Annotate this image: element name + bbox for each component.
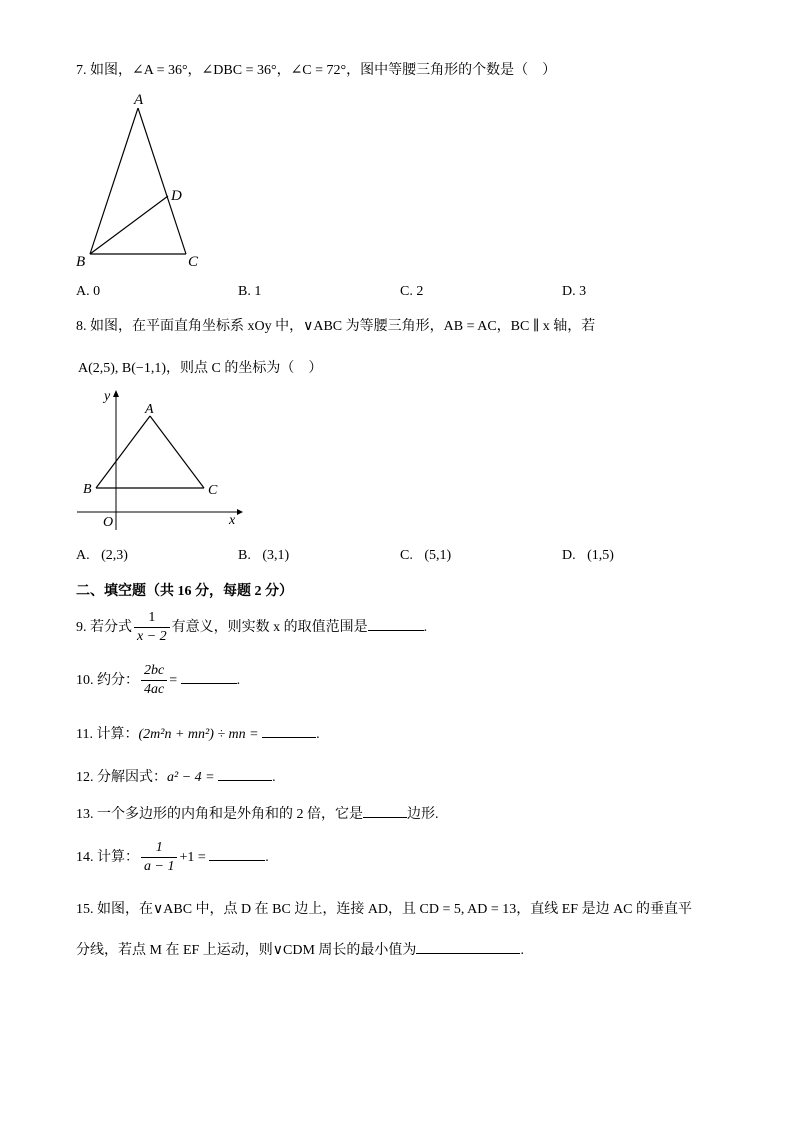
q10-prefix: 10. 约分： bbox=[76, 673, 139, 688]
label-a: A bbox=[134, 92, 144, 108]
q9 bbox=[76, 608, 427, 648]
q14-rest: +1 = bbox=[179, 850, 206, 865]
q14-period: . bbox=[265, 850, 269, 865]
label-x: x bbox=[229, 513, 236, 528]
q13 bbox=[76, 803, 439, 824]
q11-prefix: 11. 计算： bbox=[76, 727, 139, 742]
q14 bbox=[76, 838, 269, 878]
q7-stem: 7. 如图，∠A = 36°，∠DBC = 36°，∠C = 72°，图中等腰三角形的个数是（ ） bbox=[76, 63, 557, 78]
q7-triangle-figure bbox=[70, 88, 210, 273]
section-title: 二、填空题（共 16 分，每题 2 分） bbox=[76, 584, 293, 599]
q11-answer-blank[interactable] bbox=[262, 723, 316, 738]
q14-fraction bbox=[141, 839, 177, 876]
q9-suffix: 有意义，则实数 x 的取值范围是 bbox=[171, 620, 368, 635]
label-d: D bbox=[171, 188, 182, 204]
q9-prefix: 9. 若分式 bbox=[76, 620, 132, 635]
label-o: O bbox=[103, 515, 114, 530]
x-axis-arrow-icon bbox=[237, 509, 243, 515]
q10-answer-blank[interactable] bbox=[181, 669, 237, 684]
side-ab bbox=[96, 416, 150, 488]
label-c: C bbox=[208, 483, 218, 498]
option-value: (1,5) bbox=[587, 548, 614, 563]
q13-answer-blank[interactable] bbox=[363, 803, 407, 818]
q9-answer-blank[interactable] bbox=[368, 616, 424, 631]
q11-period: . bbox=[316, 727, 320, 742]
q12-period: . bbox=[272, 770, 276, 785]
label-y: y bbox=[104, 389, 111, 404]
option-value: (5,1) bbox=[424, 548, 452, 563]
q9-fraction bbox=[134, 609, 170, 646]
q13-text-end: 边形. bbox=[407, 807, 439, 822]
q8-option-b[interactable] bbox=[238, 547, 289, 565]
q8-stem-line2: A(2,5), B(−1,1)，则点 C 的坐标为（ ） bbox=[78, 361, 323, 376]
option-value: (3,1) bbox=[262, 548, 290, 563]
q7-option-c[interactable]: C. 2 bbox=[400, 284, 424, 299]
q10-numerator: 2bc bbox=[144, 663, 165, 679]
q14-numerator: 1 bbox=[155, 840, 163, 856]
label-b: B bbox=[83, 482, 92, 497]
segment-bd bbox=[90, 196, 168, 254]
q15-line1: 15. 如图，在∨ABC 中，点 D 在 BC 边上，连接 AD，且 CD = 5, AD = 13，直线 EF 是边 AC 的垂直平 bbox=[76, 902, 693, 917]
q7-option-d[interactable]: D. 3 bbox=[562, 284, 587, 299]
option-value: (2,3) bbox=[101, 548, 128, 563]
side-ac bbox=[150, 416, 204, 488]
q15-line2 bbox=[76, 939, 524, 960]
label-c: C bbox=[188, 254, 199, 270]
q8-option-d[interactable] bbox=[562, 547, 614, 565]
option-letter: A. bbox=[76, 548, 90, 563]
q13-text: 13. 一个多边形的内角和是外角和的 2 倍，它是 bbox=[76, 807, 363, 822]
side-ac bbox=[138, 108, 186, 254]
q12 bbox=[76, 766, 276, 787]
q11-expression: (2m²n + mn²) ÷ mn = bbox=[138, 727, 259, 742]
q10-equals: = bbox=[169, 673, 178, 688]
q8-stem-line1: 8. 如图，在平面直角坐标系 xOy 中，∨ABC 为等腰三角形，AB = AC，BC ∥ x 轴，若 bbox=[76, 319, 596, 334]
q10 bbox=[76, 661, 240, 701]
q14-denominator: a − 1 bbox=[141, 857, 177, 876]
q12-answer-blank[interactable] bbox=[218, 766, 272, 781]
q11 bbox=[76, 723, 320, 744]
y-axis-arrow-icon bbox=[113, 390, 119, 397]
q7-option-b[interactable]: B. 1 bbox=[238, 284, 262, 299]
q15-line2-text: 分线，若点 M 在 EF 上运动，则∨CDM 周长的最小值为 bbox=[76, 943, 417, 958]
option-letter: B. bbox=[238, 548, 251, 563]
q10-fraction bbox=[141, 662, 167, 699]
q10-denominator: 4ac bbox=[141, 680, 167, 699]
q14-answer-blank[interactable] bbox=[209, 846, 265, 861]
q12-expression: a² − 4 = bbox=[167, 770, 215, 785]
q7-option-a[interactable]: A. 0 bbox=[76, 284, 101, 299]
option-letter: D. bbox=[562, 548, 576, 563]
q8-option-a[interactable] bbox=[76, 547, 128, 565]
q14-prefix: 14. 计算： bbox=[76, 850, 139, 865]
q9-denominator: x − 2 bbox=[134, 627, 170, 646]
label-b: B bbox=[76, 254, 86, 270]
q12-prefix: 12. 分解因式： bbox=[76, 770, 167, 785]
label-a: A bbox=[145, 402, 154, 417]
q15-answer-blank[interactable] bbox=[416, 939, 520, 954]
q8-coordinate-figure bbox=[72, 385, 247, 535]
q9-period: . bbox=[423, 620, 428, 635]
q10-period: . bbox=[236, 673, 241, 688]
side-ab bbox=[90, 108, 138, 254]
option-letter: C. bbox=[400, 548, 413, 563]
q9-numerator: 1 bbox=[148, 610, 156, 626]
q15-period: . bbox=[520, 943, 524, 958]
q8-option-c[interactable] bbox=[400, 547, 451, 565]
